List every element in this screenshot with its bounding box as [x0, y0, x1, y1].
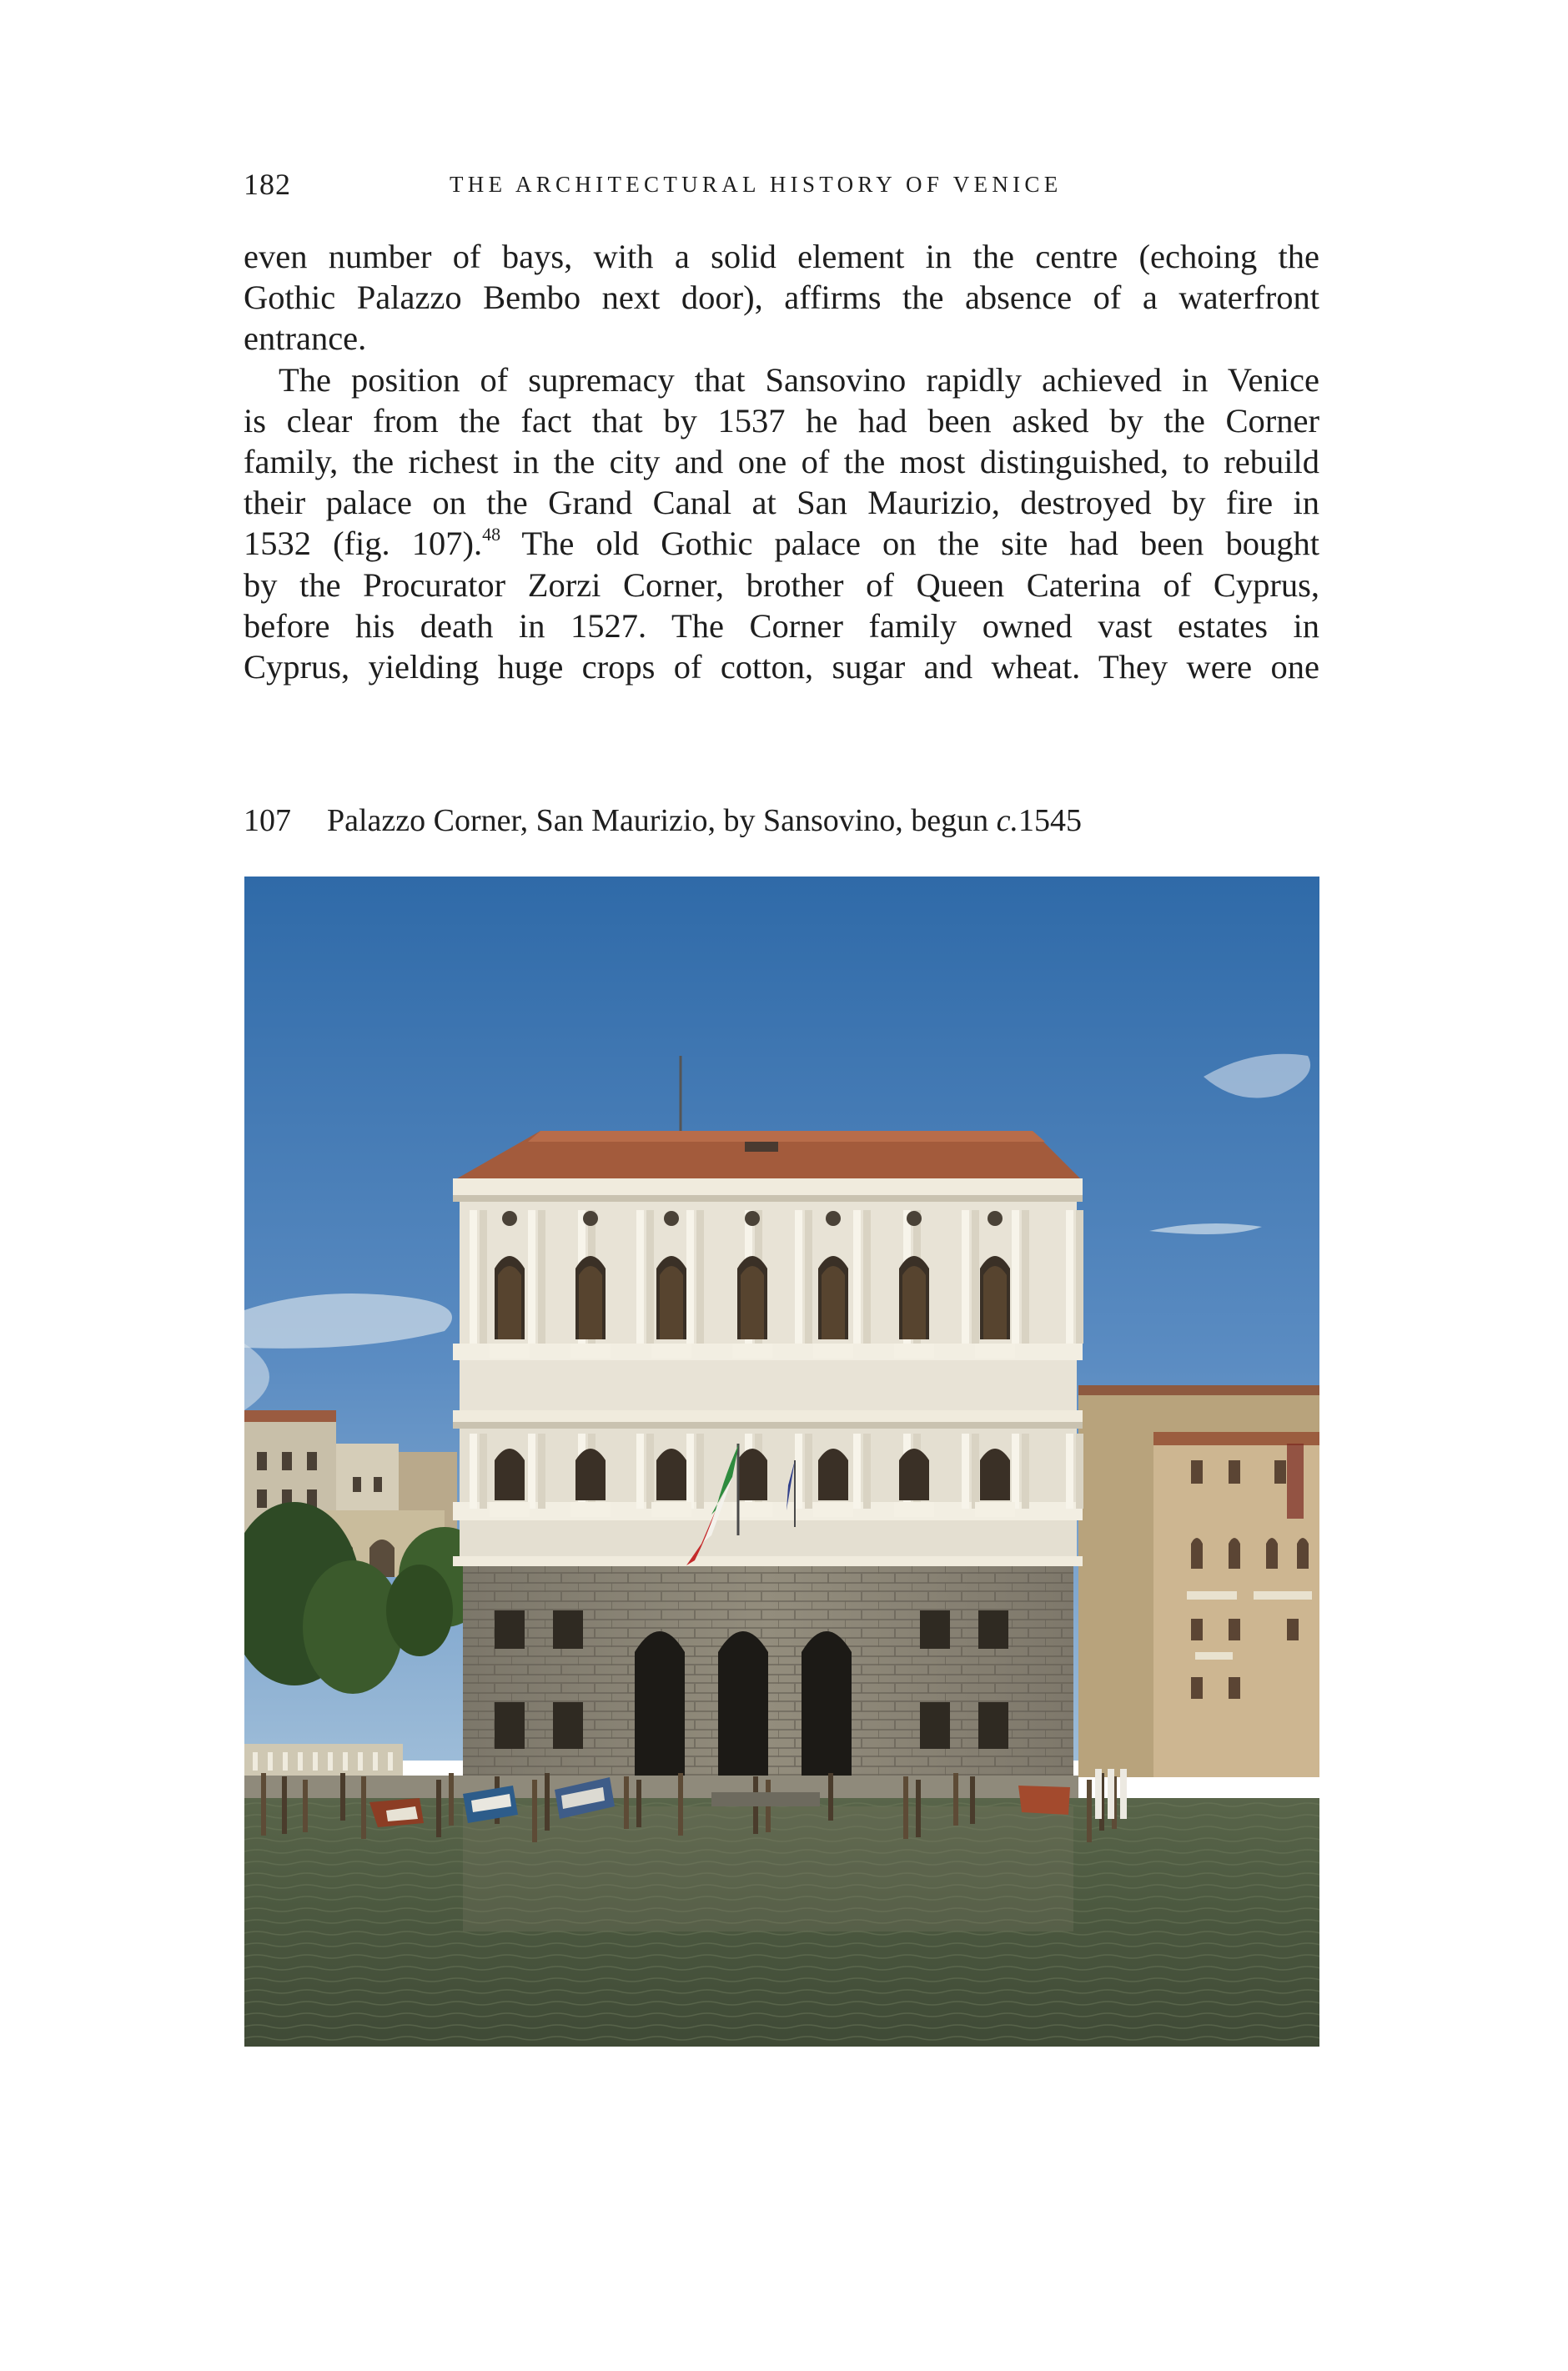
column [853, 1210, 861, 1344]
mooring-pole [970, 1776, 975, 1824]
oculus [907, 1211, 922, 1226]
mooring-pole [340, 1773, 345, 1821]
column [1066, 1210, 1073, 1344]
text-line: before his death in 1527. The Corner family owned vast estates in [244, 606, 1319, 645]
window-shutter [660, 1266, 683, 1339]
text-line: The position of supremacy that Sansovino rapidly achieved in Venice [279, 360, 1319, 399]
page-number: 182 [244, 168, 291, 201]
balustrade [975, 1502, 1015, 1517]
arched-window [980, 1449, 1010, 1500]
column [1076, 1210, 1083, 1344]
column [538, 1210, 545, 1344]
oculus [745, 1211, 760, 1226]
column [962, 1434, 969, 1509]
column [795, 1434, 802, 1509]
mooring-pole [261, 1773, 266, 1836]
mooring-pole [903, 1776, 908, 1839]
ground-window [495, 1702, 525, 1749]
column [686, 1434, 694, 1509]
column [972, 1210, 979, 1344]
mooring-pole [532, 1780, 537, 1842]
column [686, 1210, 694, 1344]
arched-window [899, 1449, 929, 1500]
column [1012, 1434, 1019, 1509]
oculus [826, 1211, 841, 1226]
balustrade [490, 1502, 530, 1517]
mooring-pole [1087, 1780, 1092, 1842]
right-buildings [1078, 1385, 1319, 1777]
column [636, 1210, 644, 1344]
window-shutter [498, 1266, 521, 1339]
column [646, 1434, 654, 1509]
ground-window [978, 1702, 1008, 1749]
column [696, 1434, 704, 1509]
mooring-pole [436, 1780, 441, 1837]
figure-number: 107 [244, 803, 291, 838]
white-pole [1120, 1769, 1127, 1819]
text-line: is clear from the fact that by 1537 he had been asked by the Corner [244, 401, 1319, 440]
window-shutter [983, 1266, 1007, 1339]
column [805, 1434, 812, 1509]
running-head [244, 167, 1319, 217]
ground-window [978, 1610, 1008, 1649]
ground-window [920, 1610, 950, 1649]
white-pole [1108, 1769, 1114, 1819]
oculus [583, 1211, 598, 1226]
caption-text: Palazzo Corner, San Maurizio, by Sansovino, begun [327, 803, 997, 838]
column [470, 1434, 477, 1509]
text-line: entrance. [244, 319, 367, 358]
column [795, 1210, 802, 1344]
column [538, 1434, 545, 1509]
column [696, 1210, 704, 1344]
text-line: Cyprus, yielding huge crops of cotton, sugar and wheat. They were one [244, 647, 1319, 686]
column [1022, 1434, 1029, 1509]
balustrade [894, 1344, 934, 1359]
mooring-pole [678, 1773, 683, 1836]
column [972, 1434, 979, 1509]
ground-window [495, 1610, 525, 1649]
text-fragment: 1532 (fig. 107). [244, 525, 483, 563]
column [1066, 1434, 1073, 1509]
balustrade [490, 1344, 530, 1359]
balustrade [975, 1344, 1015, 1359]
mooring-pole [828, 1773, 833, 1821]
figure-caption [244, 802, 1082, 839]
column [1012, 1210, 1019, 1344]
caption-circa: c. [996, 803, 1019, 838]
arched-window [656, 1449, 686, 1500]
column [480, 1434, 487, 1509]
column [853, 1434, 861, 1509]
mooring-pole [953, 1773, 958, 1826]
balustrade [570, 1502, 611, 1517]
column [1022, 1210, 1029, 1344]
oculus [502, 1211, 517, 1226]
mooring-pole [624, 1776, 629, 1829]
arched-window [818, 1449, 848, 1500]
text-line: their palace on the Grand Canal at San Maurizio, destroyed by fire in [244, 484, 1319, 522]
window-shutter [741, 1266, 764, 1339]
column [863, 1434, 871, 1509]
mooring-pole [916, 1780, 921, 1837]
balustrade [732, 1344, 772, 1359]
column [480, 1210, 487, 1344]
column [962, 1210, 969, 1344]
text-line: by the Procurator Zorzi Corner, brother of Queen Caterina of Cyprus, [244, 565, 1319, 604]
palazzo-corner-photograph [244, 877, 1319, 2047]
text-line: family, the richest in the city and one of the most distinguished, to rebuild [244, 442, 1319, 480]
column [1076, 1434, 1083, 1509]
arched-window [737, 1449, 767, 1500]
balustrade [813, 1344, 853, 1359]
column [805, 1210, 812, 1344]
window-shutter [822, 1266, 845, 1339]
window-shutter [902, 1266, 926, 1339]
balustrade [813, 1502, 853, 1517]
oculus [988, 1211, 1003, 1226]
text-fragment: The old Gothic palace on the site had been bought [500, 525, 1319, 563]
balustrade [651, 1502, 691, 1517]
white-pole [1095, 1769, 1102, 1819]
mooring-pole [545, 1773, 550, 1831]
mooring-pole [361, 1776, 366, 1839]
running-title: THE ARCHITECTURAL HISTORY OF VENICE [450, 172, 1063, 197]
mooring-pole [636, 1780, 641, 1827]
oculus [664, 1211, 679, 1226]
ground-window [553, 1702, 583, 1749]
column [470, 1210, 477, 1344]
mooring-pole [282, 1776, 287, 1834]
window-shutter [579, 1266, 602, 1339]
ground-window [920, 1702, 950, 1749]
column [863, 1210, 871, 1344]
footnote-reference[interactable]: 48 [482, 524, 501, 545]
text-line-with-footnote [244, 523, 1319, 564]
body-text [244, 236, 1319, 687]
text-line: Gothic Palazzo Bembo next door), affirms the absence of a waterfront [244, 279, 1319, 317]
balustrade [651, 1344, 691, 1359]
balustrade [894, 1502, 934, 1517]
balustrade [570, 1344, 611, 1359]
text-line: even number of bays, with a solid element in the centre (echoing the [244, 238, 1319, 275]
arched-window [495, 1449, 525, 1500]
arched-window [575, 1449, 606, 1500]
column [636, 1434, 644, 1509]
column [528, 1434, 535, 1509]
column [646, 1210, 654, 1344]
mooring-pole [449, 1773, 454, 1826]
ground-window [553, 1610, 583, 1649]
column [528, 1210, 535, 1344]
caption-year: 1545 [1018, 803, 1083, 838]
mooring-pole [303, 1780, 308, 1832]
